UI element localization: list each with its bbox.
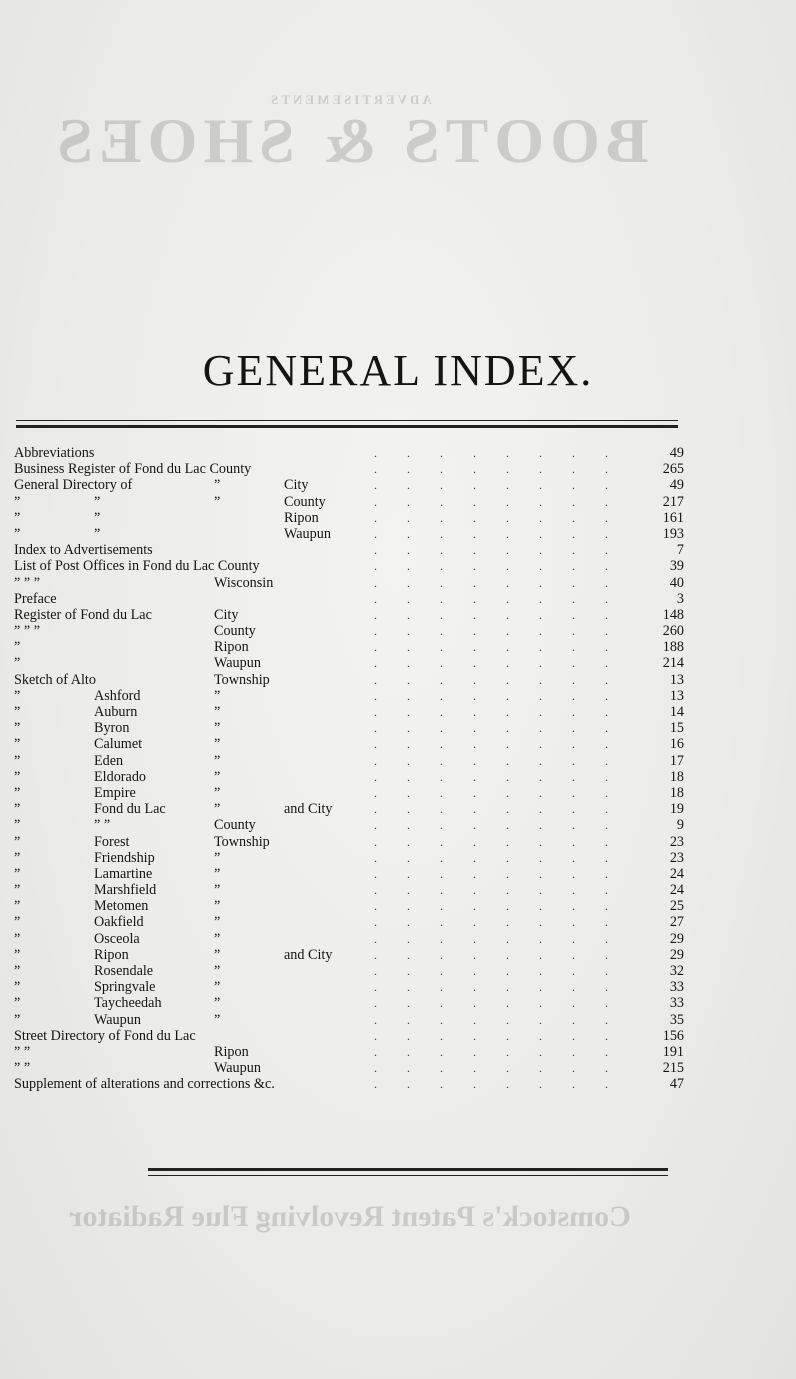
entry-label: General Directory of <box>14 477 133 494</box>
entry-detail: City <box>284 477 309 494</box>
leader-dots: ........ <box>374 446 638 460</box>
page-number: 17 <box>669 752 684 769</box>
entry-label: ” <box>14 898 21 915</box>
index-entry <box>14 1028 684 1044</box>
entry-label: ” <box>14 687 21 704</box>
entry-label: ” ” ” <box>14 623 40 640</box>
entry-detail: Ripon <box>284 509 319 526</box>
entry-qualifier: ” <box>214 493 221 510</box>
index-entry <box>14 655 684 671</box>
page-number: 193 <box>662 525 684 542</box>
page-number: 23 <box>669 849 684 866</box>
leader-dots: ........ <box>374 575 638 590</box>
entry-subject: ” ” <box>94 817 111 834</box>
index-entry <box>14 672 684 688</box>
entry-qualifier: Waupun <box>214 655 261 672</box>
page-number: 32 <box>669 963 684 979</box>
index-entry <box>14 801 684 817</box>
entry-label: ” <box>14 752 21 769</box>
entry-subject: Ripon <box>94 946 129 963</box>
leader-dots: ........ <box>374 656 638 671</box>
entry-label: Business Register of Fond du Lac County <box>14 461 252 478</box>
page-number: 24 <box>669 882 684 899</box>
entry-subject: Rosendale <box>94 963 154 979</box>
top-rule-thin <box>16 420 678 421</box>
index-entry <box>14 623 684 639</box>
leader-dots: ........ <box>374 591 638 606</box>
entry-subject: Eldorado <box>94 768 147 785</box>
entry-label: ” <box>14 655 21 672</box>
bleed-header: ADVERTISEMENTS <box>268 92 432 107</box>
entry-qualifier: Waupun <box>214 1060 261 1077</box>
entry-subject: Byron <box>94 720 130 737</box>
index-entry <box>14 979 684 995</box>
leader-dots: ........ <box>374 1061 638 1076</box>
entry-label: ” <box>14 736 21 753</box>
leader-dots: ........ <box>374 1077 638 1092</box>
entry-label: ” <box>14 849 21 866</box>
leader-dots: ........ <box>374 753 638 768</box>
entry-subject: Taycheedah <box>94 995 162 1012</box>
entry-qualifier: ” <box>214 768 221 785</box>
page-number: 40 <box>669 574 684 591</box>
entry-qualifier: County <box>214 623 256 640</box>
leader-dots: ........ <box>374 785 638 800</box>
leader-dots: ........ <box>374 996 638 1011</box>
page-number: 35 <box>669 1011 684 1028</box>
index-entry <box>14 1076 684 1092</box>
entry-label: ” <box>14 930 21 947</box>
bottom-rule-thin <box>148 1175 668 1176</box>
page-number: 18 <box>669 768 684 785</box>
entry-subject: ” <box>94 525 101 542</box>
leader-dots: ........ <box>374 1012 638 1027</box>
index-entry <box>14 1044 684 1060</box>
entry-qualifier: ” <box>214 736 221 753</box>
entry-label: List of Post Offices in Fond du Lac County <box>14 558 260 575</box>
leader-dots: ........ <box>374 607 638 622</box>
entry-qualifier: ” <box>214 914 221 931</box>
entry-qualifier: Township <box>214 833 270 850</box>
page-number: 23 <box>669 833 684 850</box>
entry-qualifier: ” <box>214 801 221 818</box>
index-entry <box>14 850 684 866</box>
top-rule-thick <box>16 425 678 428</box>
entry-qualifier: Ripon <box>214 639 249 656</box>
leader-dots: ........ <box>374 721 638 736</box>
index-entry <box>14 688 684 704</box>
index-entry <box>14 477 684 493</box>
leader-dots: ........ <box>374 883 638 898</box>
entry-qualifier: Ripon <box>214 1043 249 1060</box>
leader-dots: ........ <box>374 818 638 833</box>
entry-detail: and City <box>284 946 333 963</box>
entry-subject: Friendship <box>94 849 155 866</box>
entry-label: ” <box>14 704 21 720</box>
entry-subject: Springvale <box>94 979 156 996</box>
entry-label: ” ” <box>14 1060 31 1077</box>
entry-label: ” <box>14 833 21 850</box>
entry-subject: Auburn <box>94 704 138 720</box>
entry-qualifier: ” <box>214 963 221 979</box>
page-number: 18 <box>669 784 684 801</box>
entry-subject: Fond du Lac <box>94 801 166 818</box>
index-entry <box>14 591 684 607</box>
leader-dots: ........ <box>374 737 638 752</box>
bottom-rule-thick <box>148 1168 668 1171</box>
index-entry <box>14 914 684 930</box>
index-entry <box>14 769 684 785</box>
leader-dots: ........ <box>374 947 638 962</box>
page-number: 13 <box>669 671 684 688</box>
leader-dots: ........ <box>374 705 638 719</box>
page-number: 19 <box>669 801 684 818</box>
page-number: 215 <box>662 1060 684 1077</box>
page-number: 16 <box>669 736 684 753</box>
entry-subject: ” <box>94 509 101 526</box>
entry-qualifier: ” <box>214 704 221 720</box>
index-entry <box>14 445 684 461</box>
leader-dots: ........ <box>374 559 638 574</box>
entry-subject: Eden <box>94 752 124 769</box>
entry-label: ” ” <box>14 1043 31 1060</box>
index-entry <box>14 510 684 526</box>
index-entry <box>14 736 684 752</box>
leader-dots: ........ <box>374 802 638 817</box>
entry-qualifier: ” <box>214 784 221 801</box>
index-entry <box>14 704 684 720</box>
leader-dots: ........ <box>374 462 638 477</box>
entry-label: ” ” ” <box>14 574 40 591</box>
entry-qualifier: ” <box>214 946 221 963</box>
entry-qualifier: ” <box>214 849 221 866</box>
page-number: 7 <box>676 542 684 559</box>
leader-dots: ........ <box>374 640 638 655</box>
entry-qualifier: ” <box>214 882 221 899</box>
index-entry <box>14 1012 684 1028</box>
entry-label: Register of Fond du Lac <box>14 606 152 623</box>
entry-detail: County <box>284 493 326 510</box>
entry-subject: Empire <box>94 784 136 801</box>
leader-dots: ........ <box>374 672 638 687</box>
entry-label: ” <box>14 963 21 979</box>
leader-dots: ........ <box>374 494 638 509</box>
leader-dots: ........ <box>374 478 638 493</box>
entry-qualifier: ” <box>214 1011 221 1028</box>
entry-label: ” <box>14 995 21 1012</box>
leader-dots: ........ <box>374 1044 638 1059</box>
page-number: 9 <box>676 817 684 834</box>
leader-dots: ........ <box>374 543 638 558</box>
page-number: 156 <box>662 1027 684 1044</box>
page-number: 3 <box>676 590 684 607</box>
entry-label: ” <box>14 946 21 963</box>
index-entry <box>14 963 684 979</box>
entry-subject: Metomen <box>94 898 149 915</box>
index-entry <box>14 720 684 736</box>
entry-qualifier: ” <box>214 865 221 882</box>
index-entry <box>14 817 684 833</box>
leader-dots: ........ <box>374 688 638 703</box>
entry-qualifier: Wisconsin <box>214 574 274 591</box>
entry-label: ” <box>14 784 21 801</box>
page-number: 49 <box>669 477 684 494</box>
page-number: 260 <box>662 623 684 640</box>
entry-label: Index to Advertisements <box>14 542 153 559</box>
index-entry <box>14 461 684 477</box>
index-entry <box>14 931 684 947</box>
entry-label: ” <box>14 1011 21 1028</box>
leader-dots: ........ <box>374 769 638 784</box>
entry-qualifier: ” <box>214 720 221 737</box>
index-entry <box>14 542 684 558</box>
page-number: 39 <box>669 558 684 575</box>
page-number: 47 <box>669 1076 684 1093</box>
entry-label: ” <box>14 509 21 526</box>
leader-dots: ........ <box>374 931 638 946</box>
entry-label: ” <box>14 882 21 899</box>
entry-subject: Forest <box>94 833 130 850</box>
entry-label: ” <box>14 525 21 542</box>
page-number: 217 <box>662 493 684 510</box>
entry-qualifier: ” <box>214 995 221 1012</box>
index-entry <box>14 526 684 542</box>
leader-dots: ........ <box>374 899 638 914</box>
page-number: 15 <box>669 720 684 737</box>
index-entry <box>14 866 684 882</box>
page-number: 265 <box>662 461 684 478</box>
page-number: 191 <box>662 1043 684 1060</box>
index-entry <box>14 947 684 963</box>
entry-label: ” <box>14 865 21 882</box>
leader-dots: ........ <box>374 510 638 525</box>
entry-label: Sketch of Alto <box>14 671 96 688</box>
page-number: 148 <box>662 606 684 623</box>
entry-label: Abbreviations <box>14 445 95 461</box>
index-entry <box>14 558 684 574</box>
entry-subject: Calumet <box>94 736 143 753</box>
index-list <box>14 445 684 1093</box>
index-entry <box>14 882 684 898</box>
page-number: 29 <box>669 930 684 947</box>
entry-label: ” <box>14 817 21 834</box>
index-entry <box>14 1060 684 1076</box>
entry-qualifier: ” <box>214 930 221 947</box>
entry-label: ” <box>14 914 21 931</box>
entry-detail: Waupun <box>284 525 331 542</box>
entry-subject: Ashford <box>94 687 141 704</box>
entry-subject: Oakfield <box>94 914 144 931</box>
index-entry <box>14 494 684 510</box>
entry-qualifier: County <box>214 817 256 834</box>
entry-qualifier: ” <box>214 687 221 704</box>
page-number: 13 <box>669 687 684 704</box>
index-entry <box>14 995 684 1011</box>
entry-subject: Marshfield <box>94 882 157 899</box>
index-entry <box>14 639 684 655</box>
leader-dots: ........ <box>374 1028 638 1043</box>
index-entry <box>14 575 684 591</box>
page-number: 214 <box>662 655 684 672</box>
page-number: 49 <box>669 445 684 461</box>
entry-label: ” <box>14 801 21 818</box>
leader-dots: ........ <box>374 866 638 881</box>
entry-qualifier: ” <box>214 898 221 915</box>
index-entry <box>14 753 684 769</box>
page-number: 33 <box>669 979 684 996</box>
entry-qualifier: City <box>214 606 239 623</box>
leader-dots: ........ <box>374 834 638 849</box>
entry-label: ” <box>14 493 21 510</box>
leader-dots: ........ <box>374 964 638 978</box>
bleed-footer: Comstock's Patent Revolving Flue Radiator <box>69 1200 631 1233</box>
bleed-banner: BOOTS & SHOES <box>51 105 649 176</box>
entry-label: Supplement of alterations and corrections &c. <box>14 1076 275 1093</box>
index-entry <box>14 607 684 623</box>
page-number: 14 <box>669 704 684 720</box>
page-number: 27 <box>669 914 684 931</box>
page-number: 25 <box>669 898 684 915</box>
leader-dots: ........ <box>374 850 638 865</box>
page-number: 24 <box>669 865 684 882</box>
page-number: 188 <box>662 639 684 656</box>
entry-subject: Lamartine <box>94 865 153 882</box>
index-entry <box>14 834 684 850</box>
entry-detail: and City <box>284 801 333 818</box>
index-entry <box>14 898 684 914</box>
page-number: 33 <box>669 995 684 1012</box>
entry-label: ” <box>14 979 21 996</box>
entry-label: Preface <box>14 590 57 607</box>
entry-qualifier: ” <box>214 477 221 494</box>
index-entry <box>14 785 684 801</box>
leader-dots: ........ <box>374 624 638 639</box>
page-number: 29 <box>669 946 684 963</box>
leader-dots: ........ <box>374 526 638 541</box>
entry-label: ” <box>14 639 21 656</box>
page-number: 161 <box>662 509 684 526</box>
entry-qualifier: Township <box>214 671 270 688</box>
entry-subject: Osceola <box>94 930 140 947</box>
entry-subject: ” <box>94 493 101 510</box>
entry-label: ” <box>14 768 21 785</box>
entry-label: Street Directory of Fond du Lac <box>14 1027 196 1044</box>
entry-label: ” <box>14 720 21 737</box>
entry-subject: Waupun <box>94 1011 141 1028</box>
entry-qualifier: ” <box>214 979 221 996</box>
leader-dots: ........ <box>374 980 638 995</box>
leader-dots: ........ <box>374 915 638 930</box>
page-title: GENERAL INDEX. <box>202 346 594 395</box>
entry-qualifier: ” <box>214 752 221 769</box>
